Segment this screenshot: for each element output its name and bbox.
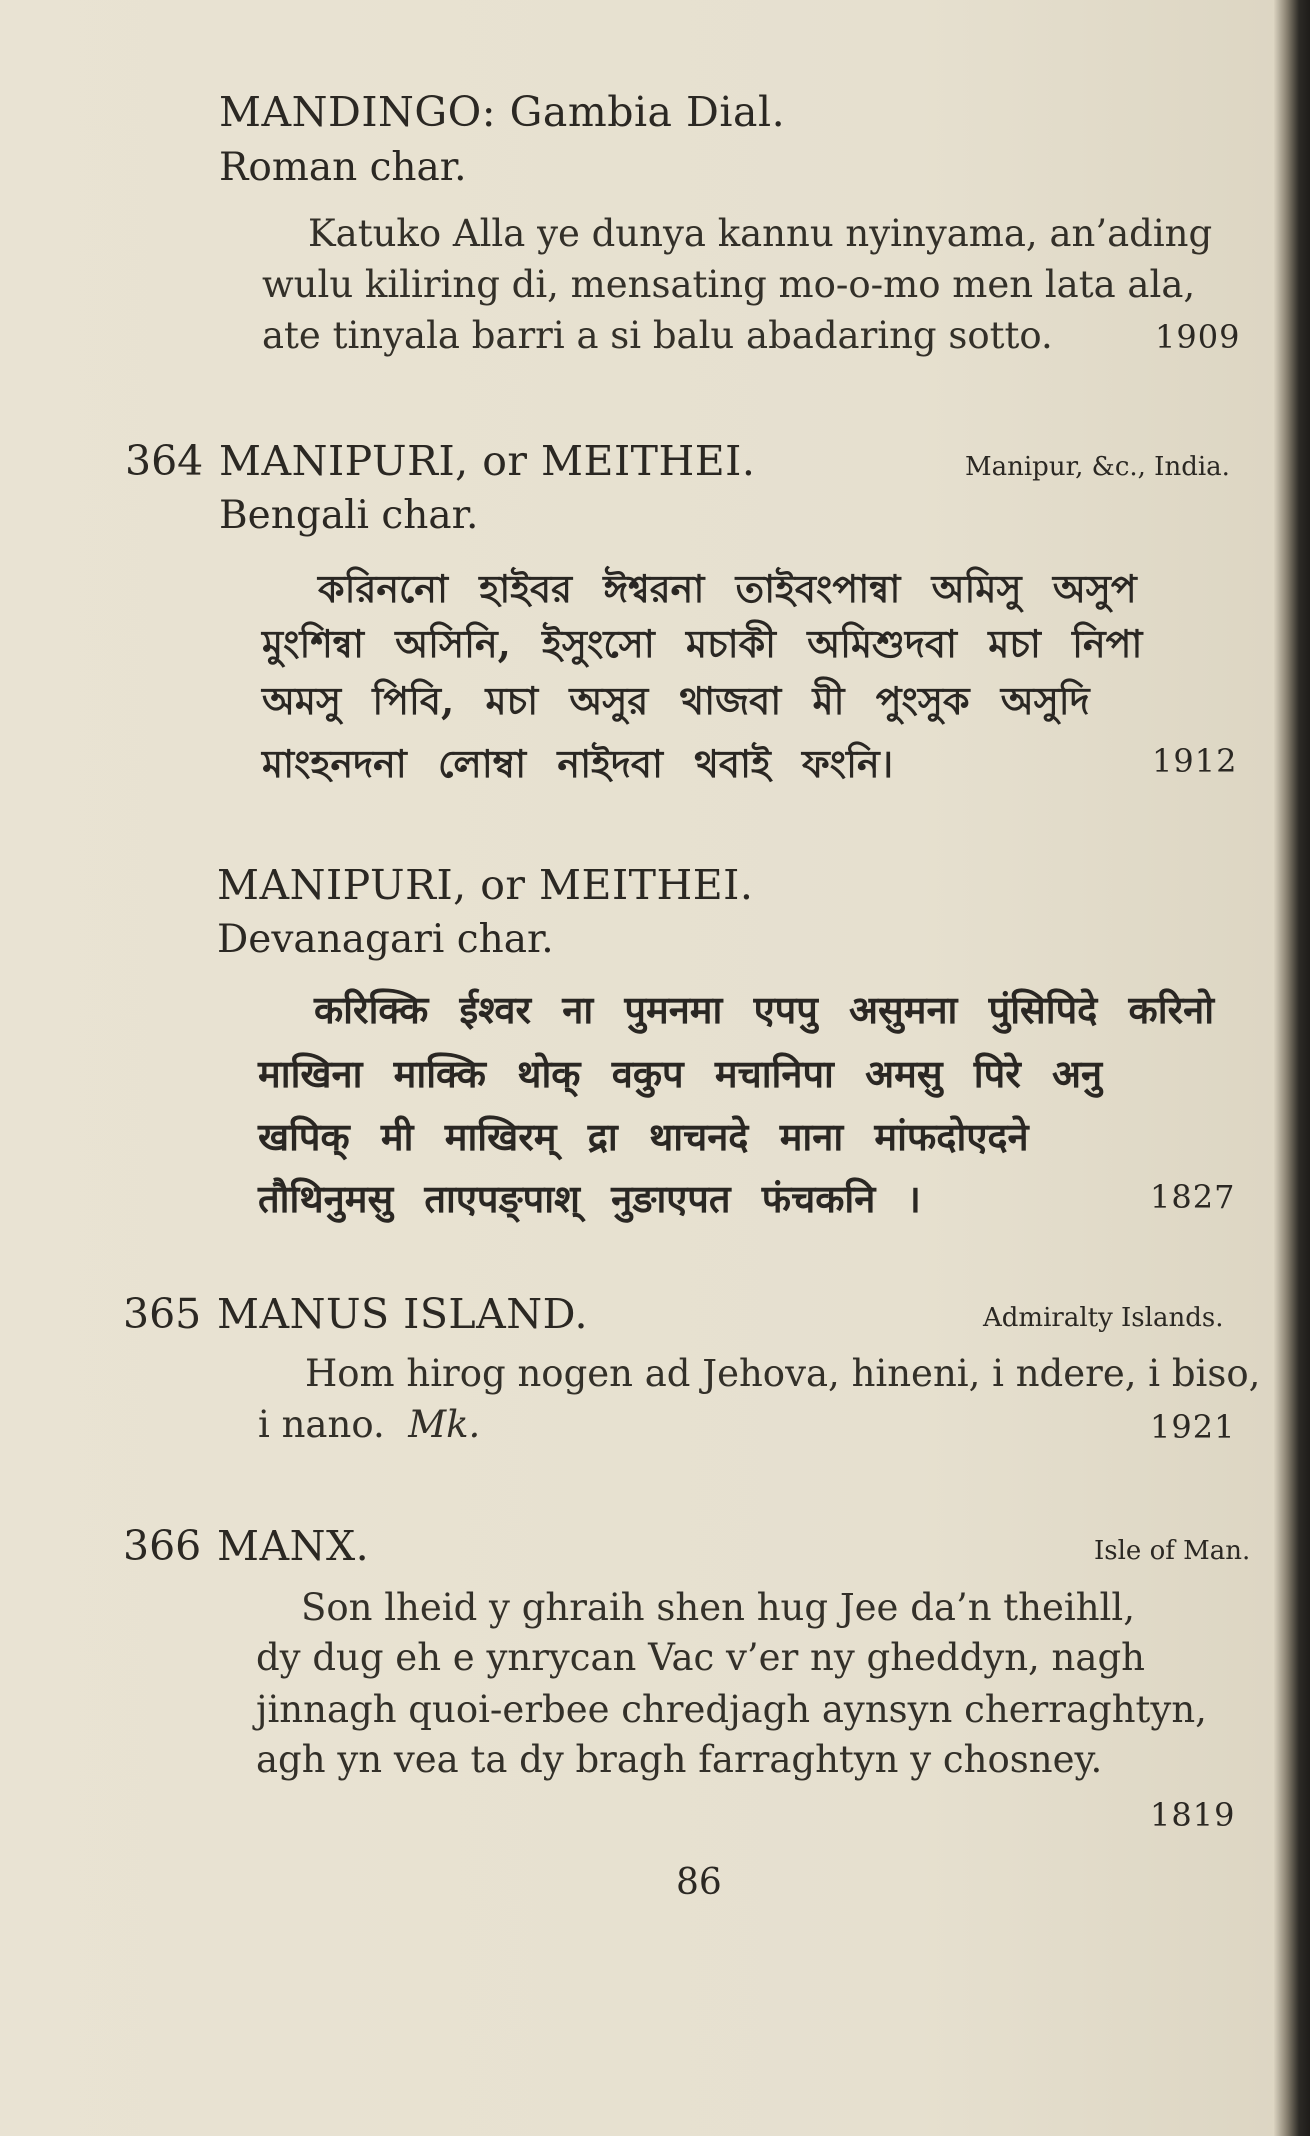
manus-line-1: Hom hirog nogen ad Jehova, hineni, i ndere, i biso, xyxy=(305,1352,1261,1395)
manipuri-bengali-year: 1912 xyxy=(1152,742,1238,780)
manx-line-1: Son lheid y ghraih shen hug Jee da’n theihll, xyxy=(301,1586,1135,1629)
manipuri-devanagari-title: MANIPURI, or MEITHEI. xyxy=(217,861,754,909)
mandingo-line-2: wulu kiliring di, mensating mo-o-mo men lata ala, xyxy=(262,263,1196,306)
manx-year: 1819 xyxy=(1150,1796,1236,1834)
bengali-line-4: মাংহনদনা লোম্বা নাইদবা থবাই ফংনি। xyxy=(262,741,894,786)
manipuri-bengali-title: MANIPURI, or MEITHEI. xyxy=(219,437,756,485)
mandingo-title: MANDINGO: Gambia Dial. xyxy=(219,88,786,136)
page-number: 86 xyxy=(676,1862,722,1903)
bengali-line-3: অমসু পিবি, মচা অসুর থাজবা মী পুংসুক অসুদি xyxy=(262,678,1090,723)
bengali-line-2: মুংশিন্বা অসিনি, ইসুংসো মচাকী অমিশুদবা মচা নিপা xyxy=(262,621,1143,666)
manx-region: Isle of Man. xyxy=(1094,1536,1251,1566)
mandingo-line-3: ate tinyala barri a si balu abadaring sotto. xyxy=(262,314,1053,357)
mandingo-script: Roman char. xyxy=(219,145,467,190)
entry-number-364: 364 xyxy=(125,437,204,485)
bengali-line-1: করিননো হাইবর ঈশ্বরনা তাইবংপান্বা অমিসু অসুপ xyxy=(318,566,1137,611)
manx-title: MANX. xyxy=(217,1522,370,1570)
manx-line-4: agh yn vea ta dy bragh farraghtyn y chosney. xyxy=(256,1738,1103,1781)
manx-line-3: jinnagh quoi-erbee chredjagh aynsyn cherraghtyn, xyxy=(256,1688,1207,1731)
devanagari-line-2: माखिना माक्कि थोक् वकुप मचानिपा अमसु पिरे अनु xyxy=(258,1051,1103,1096)
manipuri-bengali-script: Bengali char. xyxy=(219,493,479,538)
manus-region: Admiralty Islands. xyxy=(983,1303,1224,1333)
manus-line-2-text: i nano. xyxy=(258,1403,385,1446)
devanagari-line-1: करिक्कि ईश्वर ना पुमनमा एपपु असुमना पुंसिपिदे करिनो xyxy=(314,987,1215,1032)
manus-reference: Mk. xyxy=(408,1403,481,1446)
entry-number-366: 366 xyxy=(123,1522,202,1570)
manus-line-2 xyxy=(258,1403,480,1446)
manipuri-region: Manipur, &c., India. xyxy=(965,452,1230,482)
mandingo-year: 1909 xyxy=(1155,318,1241,356)
entry-number-365: 365 xyxy=(123,1290,202,1338)
mandingo-line-1: Katuko Alla ye dunya kannu nyinyama, an’ading xyxy=(308,212,1213,255)
manipuri-devanagari-script: Devanagari char. xyxy=(217,917,554,962)
manus-title: MANUS ISLAND. xyxy=(217,1290,589,1338)
manipuri-devanagari-year: 1827 xyxy=(1150,1178,1236,1216)
book-spine-shadow xyxy=(1274,0,1310,2136)
devanagari-line-4: तौथिनुमसु ताएपङ्पाश् नुङाएपत फंचकनि । xyxy=(258,1176,921,1221)
manx-line-2: dy dug eh e ynrycan Vac v’er ny gheddyn, nagh xyxy=(256,1636,1145,1679)
manus-year: 1921 xyxy=(1150,1408,1236,1446)
devanagari-line-3: खपिक् मी माखिरम् द्रा थाचनदे माना मांफदोएदने xyxy=(258,1114,1029,1159)
